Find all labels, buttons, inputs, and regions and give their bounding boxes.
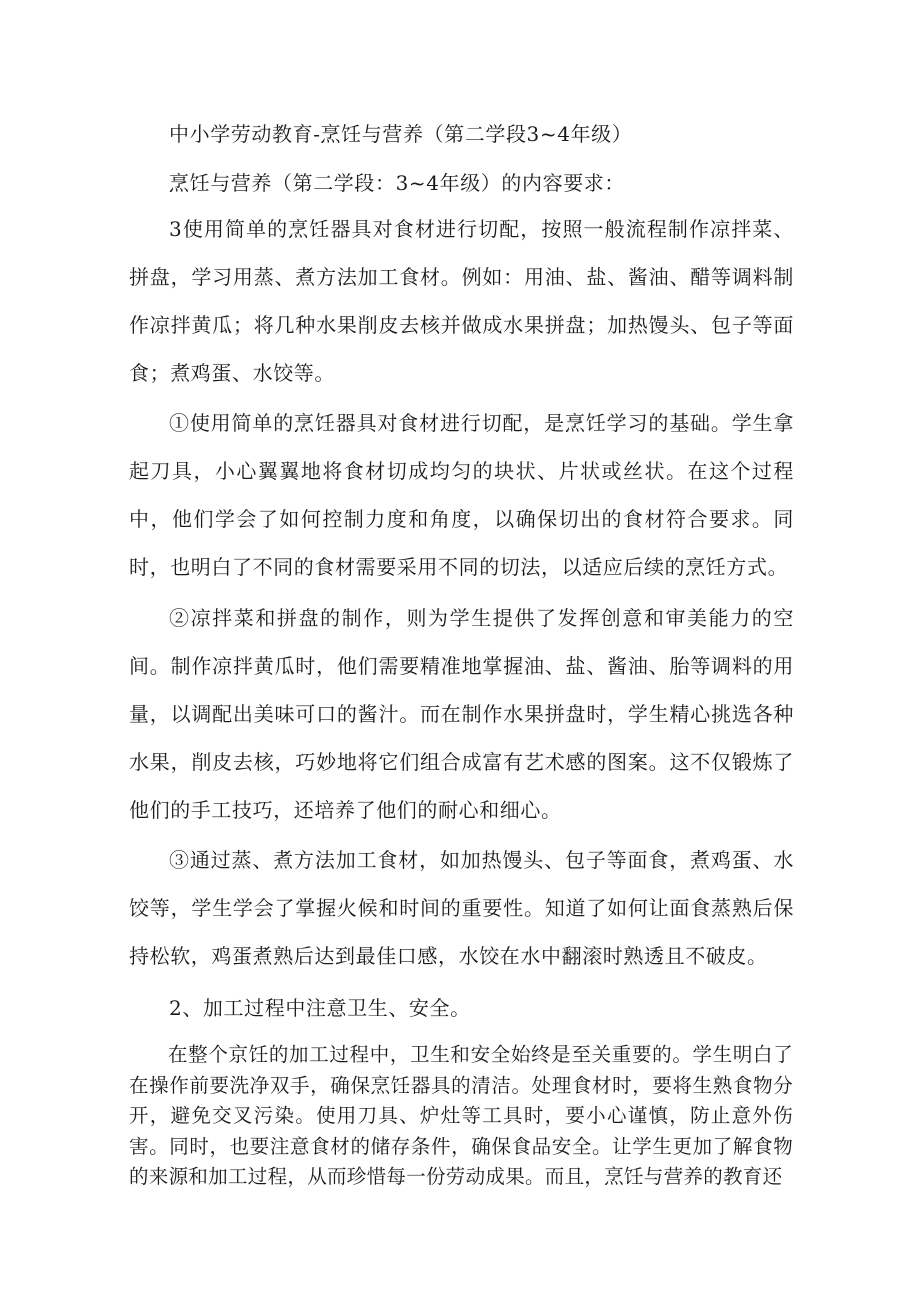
document-title: 中小学劳动教育-烹饪与营养（第二学段3~4年级） <box>169 122 633 146</box>
requirement-2-paragraph: 2、加工过程中注意卫生、安全。 <box>169 996 471 1020</box>
content-requirements-heading: 烹饪与营养（第二学段：3~4年级）的内容要求： <box>169 171 626 195</box>
item-1-paragraph: ①使用简单的烹饪器具对食材进行切配，是烹饪学习的基础。学生拿起刀具，小心翼翼地将食材切成均匀的块状、片状或丝状。在这个过程中，他们学会了如何控制力度和角度，以确保切出的食材符合要求。同时，也明白了不同的食材需要采用不同的切法，以适应后续的烹饪方式。 <box>129 411 794 579</box>
item-2-paragraph: ②凉拌菜和拼盘的制作，则为学生提供了发挥创意和审美能力的空间。制作凉拌黄瓜时，他们需要精准地掌握油、盐、酱油、胎等调料的用量，以调配出美味可口的酱汁。而在制作水果拼盘时，学生精心挑选各种水果，削皮去核，巧妙地将它们组合成富有艺术感的图案。这不仅锻炼了他们的手工技巧，还培养了他们的耐心和细心。 <box>129 606 794 822</box>
item-3-paragraph: ③通过蒸、煮方法加工食材，如加热馒头、包子等面食，煮鸡蛋、水饺等，学生学会了掌握火候和时间的重要性。知道了如何让面食蒸熟后保持松软，鸡蛋煮熟后达到最佳口感，水饺在水中翻滚时熟透且不破皮。 <box>129 848 794 968</box>
hygiene-safety-paragraph: 在整个京饪的加工过程中，卫生和安全始终是至关重要的。学生明白了在操作前要洗净双手，确保烹饪器具的清洁。处理食材时，要将生熟食物分开，避免交叉污染。使用刀具、炉灶等工具时，要小心谨慎，防止意外伤害。同时，也要注意食材的储存条件，确保食品安全。让学生更加了解食物的来源和加工过程，从而珍惜每一份劳动成果。而且，烹饪与营养的教育还 <box>129 1043 793 1189</box>
requirement-3-paragraph: 3使用简单的烹饪器具对食材进行切配，按照一般流程制作凉拌菜、拼盘，学习用蒸、煮方法加工食材。例如：用油、盐、酱油、醋等调料制作凉拌黄瓜；将几种水果削皮去核并做成水果拼盘；加热馒头、包子等面食；煮鸡蛋、水饺等。 <box>129 217 794 385</box>
